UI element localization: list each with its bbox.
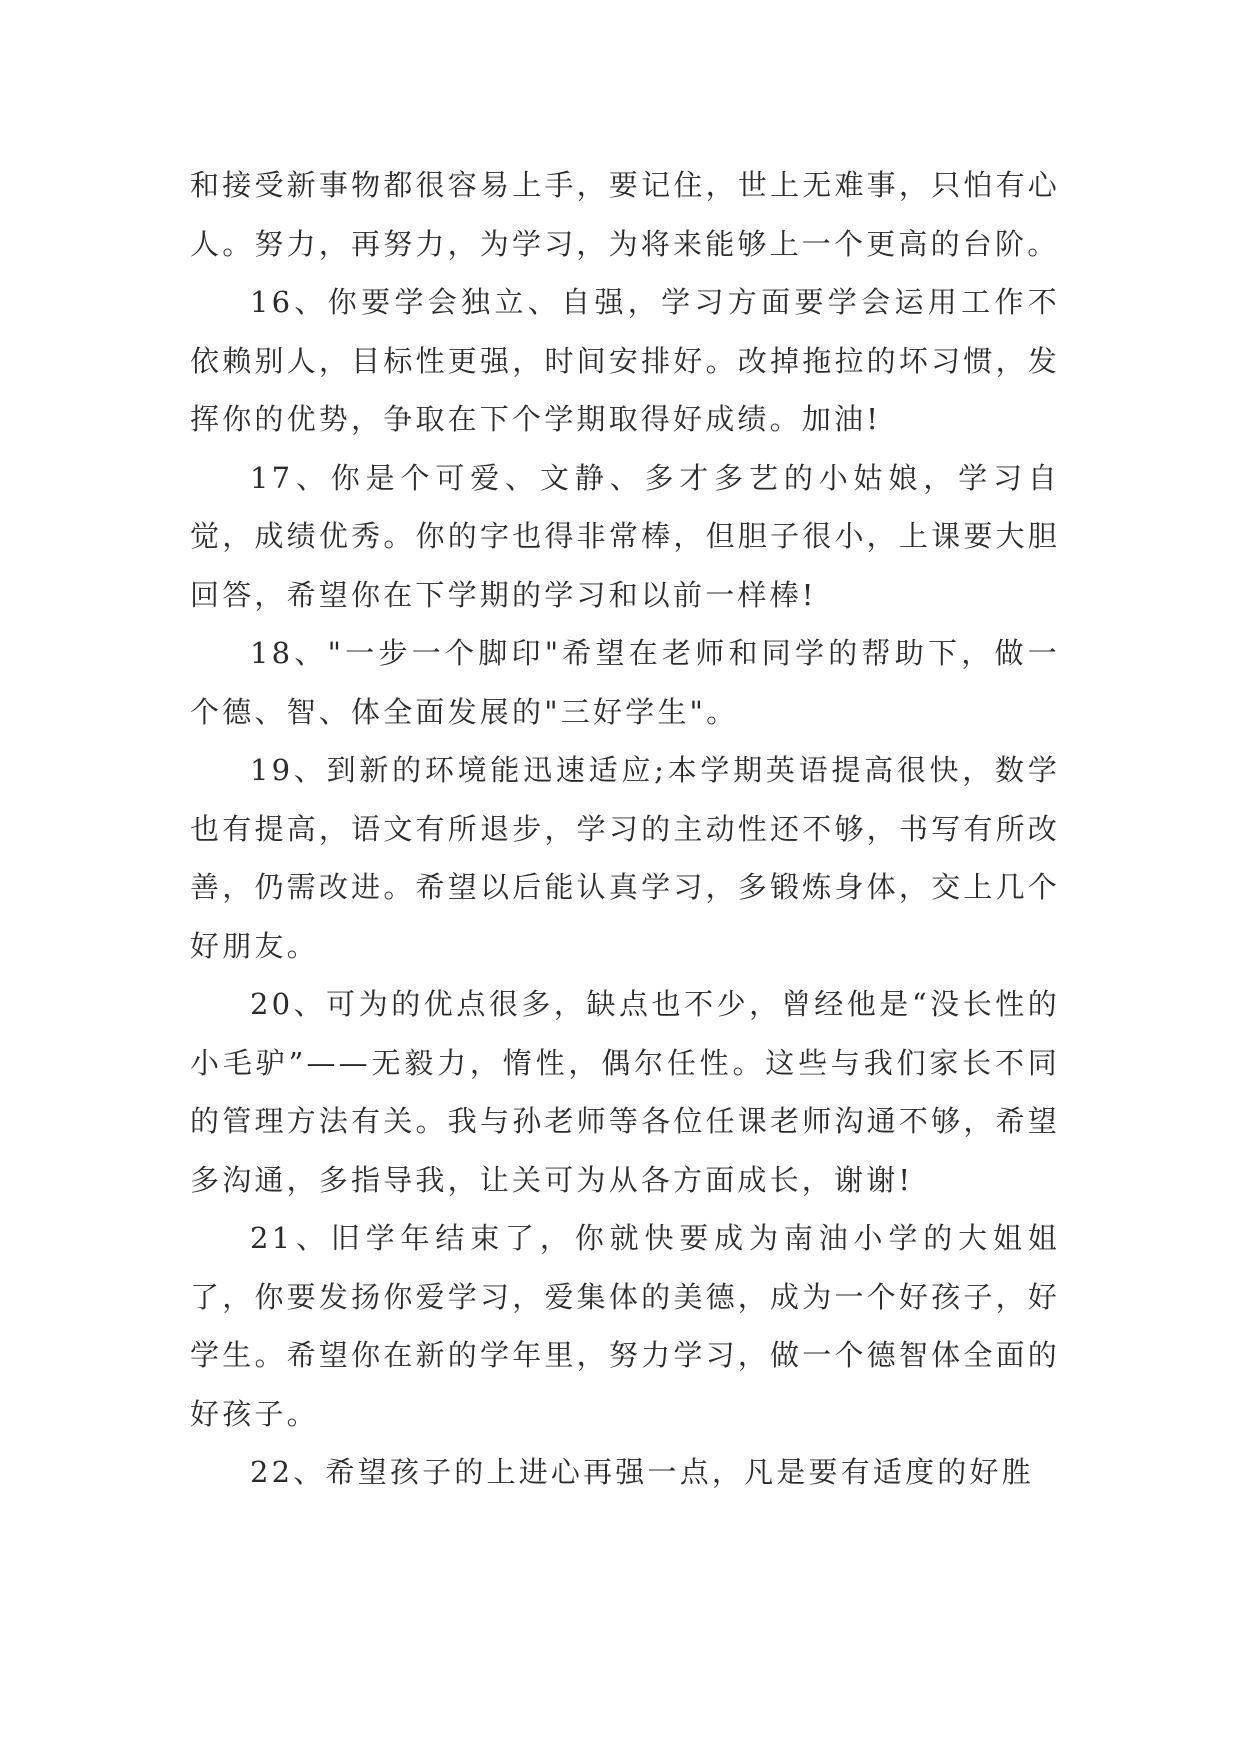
paragraph-22: 22、希望孩子的上进心再强一点，凡是要有适度的好胜 — [250, 1455, 1034, 1489]
paragraph-17: 17、你是个可爱、文静、多才多艺的小姑娘，学习自觉，成绩优秀。你的字也得非常棒，但胆子很小，上课要大胆回答，希望你在下学期的学习和以前一样棒! — [190, 460, 1060, 612]
paragraph-16: 16、你要学会独立、自强，学习方面要学会运用工作不依赖别人，目标性更强，时间安排好。改掉拖拉的坏习惯，发挥你的优势，争取在下个学期取得好成绩。加油! — [190, 285, 1060, 436]
paragraph-21: 21、旧学年结束了，你就快要成为南油小学的大姐姐了，你要发扬你爱学习，爱集体的美德，成为一个好孩子，好学生。希望你在新的学年里，努力学习，做一个德智体全面的好孩子。 — [190, 1221, 1060, 1431]
paragraph-20: 20、可为的优点很多，缺点也不少，曾经他是“没长性的小毛驴”——无毅力，惰性，偶尔任性。这些与我们家长不同的管理方法有关。我与孙老师等各位任课老师沟通不够，希望多沟通，多指导我，让关可为从各方面成长，谢谢! — [190, 987, 1060, 1197]
paragraph-19: 19、到新的环境能迅速适应;本学期英语提高很快，数学也有提高，语文有所退步，学习的主动性还不够，书写有所改善，仍需改进。希望以后能认真学习，多锻炼身体，交上几个好朋友。 — [190, 753, 1060, 963]
paragraph-continuation: 和接受新事物都很容易上手，要记住，世上无难事，只怕有心人。努力，再努力，为学习，为将来能够上一个更高的台阶。 — [190, 168, 1060, 261]
document-body — [190, 156, 1060, 1502]
paragraph-18: 18、"一步一个脚印"希望在老师和同学的帮助下，做一个德、智、体全面发展的"三好学生"。 — [190, 636, 1060, 729]
